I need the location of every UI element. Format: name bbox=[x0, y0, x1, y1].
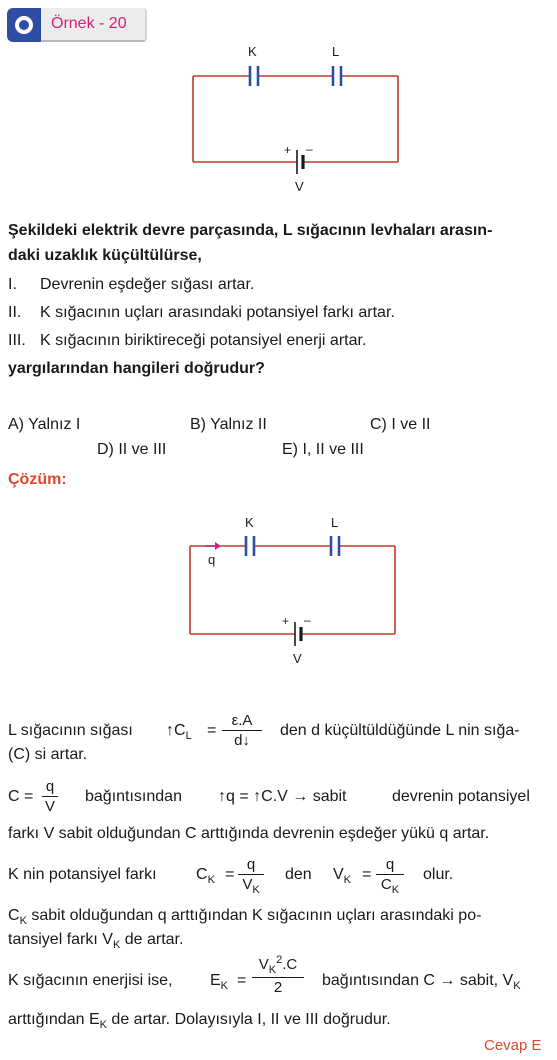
sol-eq-1: = bbox=[207, 722, 217, 739]
capacitor-l-label: L bbox=[332, 44, 340, 59]
sol-fraction-3: q $V_K$ bbox=[238, 856, 264, 896]
sol-line4: farkı V sabit olduğundan C arttığında devrenin eşdeğer yükü q artar. bbox=[8, 825, 490, 842]
statement-text-3: K sığacının biriktireceği potansiyel enerji artar. bbox=[40, 332, 367, 349]
question-prompt: yargılarından hangileri doğrudur? bbox=[8, 360, 265, 377]
sol-line3-c: C = bbox=[8, 788, 34, 805]
sol-ck: $C_K$ bbox=[196, 866, 215, 887]
example-badge bbox=[7, 8, 147, 42]
capacitor-k-label-2: K bbox=[245, 515, 254, 530]
circuit-diagram-1 bbox=[185, 40, 415, 200]
sol-fraction-4: q $C_K$ bbox=[376, 856, 404, 896]
example-label: Örnek - 20 bbox=[41, 8, 147, 42]
statement-num-2: II. bbox=[8, 304, 22, 321]
question-stem-2: daki uzaklık küçültülürse, bbox=[8, 247, 202, 264]
battery-minus: – bbox=[306, 142, 313, 156]
option-c[interactable]: C) I ve II bbox=[370, 416, 431, 433]
sol-line7: tansiyel farkı $V_K$ de artar. bbox=[8, 931, 184, 952]
statement-num-3: III. bbox=[8, 332, 26, 349]
sol-ek: $E_K$ bbox=[210, 972, 229, 993]
sol-eq-5b: = bbox=[362, 866, 372, 883]
sol-line8-b: bağıntısından C → sabit, $V_K$ bbox=[322, 972, 521, 993]
option-d[interactable]: D) II ve III bbox=[97, 441, 167, 458]
battery-plus: + bbox=[284, 143, 292, 157]
battery-v-label: V bbox=[295, 179, 304, 194]
sol-den: den bbox=[285, 866, 312, 883]
solution-heading: Çözüm: bbox=[8, 471, 67, 488]
sol-vk: $V_K$ bbox=[333, 866, 352, 887]
answer-label: Cevap E bbox=[484, 1037, 542, 1054]
sol-eq-8: = bbox=[237, 972, 247, 989]
sol-line5-a: K nin potansiyel farkı bbox=[8, 866, 157, 883]
ring-icon bbox=[7, 8, 41, 42]
sol-line3-b: ↑q = ↑C.V → sabit bbox=[218, 788, 347, 805]
charge-arrow-icon bbox=[205, 542, 221, 550]
statement-num-1: I. bbox=[8, 276, 17, 293]
sol-line6: $C_K$ sabit olduğundan q arttığından K sığacının uçları arasındaki po- bbox=[8, 907, 482, 928]
sol-fraction-1: ε.A d↓ bbox=[222, 712, 262, 749]
sol-line3-a: bağıntısından bbox=[85, 788, 182, 805]
question-stem-1: Şekildeki elektrik devre parçasında, L sığacının levhaları arasın- bbox=[8, 222, 493, 239]
sol-fraction-2: q V bbox=[42, 778, 58, 815]
sol-formula-cl: $↑C_L$ bbox=[166, 722, 192, 743]
capacitor-l-label-2: L bbox=[331, 515, 339, 530]
sol-line1-b: den d küçültüldüğünde L nin sığa- bbox=[280, 722, 520, 739]
sol-line8-a: K sığacının enerjisi ise, bbox=[8, 972, 173, 989]
charge-q-label: q bbox=[208, 552, 216, 567]
sol-eq-5a: = bbox=[225, 866, 235, 883]
statement-text-1: Devrenin eşdeğer sığası artar. bbox=[40, 276, 255, 293]
sol-line3-c2: devrenin potansiyel bbox=[392, 788, 530, 805]
sol-olur: olur. bbox=[423, 866, 454, 883]
battery-plus-2: + bbox=[282, 614, 290, 628]
sol-line2: (C) si artar. bbox=[8, 746, 88, 763]
circuit-diagram-2 bbox=[185, 510, 415, 670]
battery-minus-2: – bbox=[304, 613, 311, 627]
statement-text-2: K sığacının uçları arasındaki potansiyel farkı artar. bbox=[40, 304, 395, 321]
option-b[interactable]: B) Yalnız II bbox=[190, 416, 267, 433]
sol-line1-a: L sığacının sığası bbox=[8, 722, 133, 739]
battery-v-label-2: V bbox=[293, 651, 302, 666]
capacitor-k-label: K bbox=[248, 44, 257, 59]
option-e[interactable]: E) I, II ve III bbox=[282, 441, 364, 458]
sol-line9: arttığından $E_K$ de artar. Dolayısıyla I, II ve III doğrudur. bbox=[8, 1011, 391, 1032]
option-a[interactable]: A) Yalnız I bbox=[8, 416, 81, 433]
sol-fraction-5: $V_K^2.C$ 2 bbox=[252, 954, 304, 996]
